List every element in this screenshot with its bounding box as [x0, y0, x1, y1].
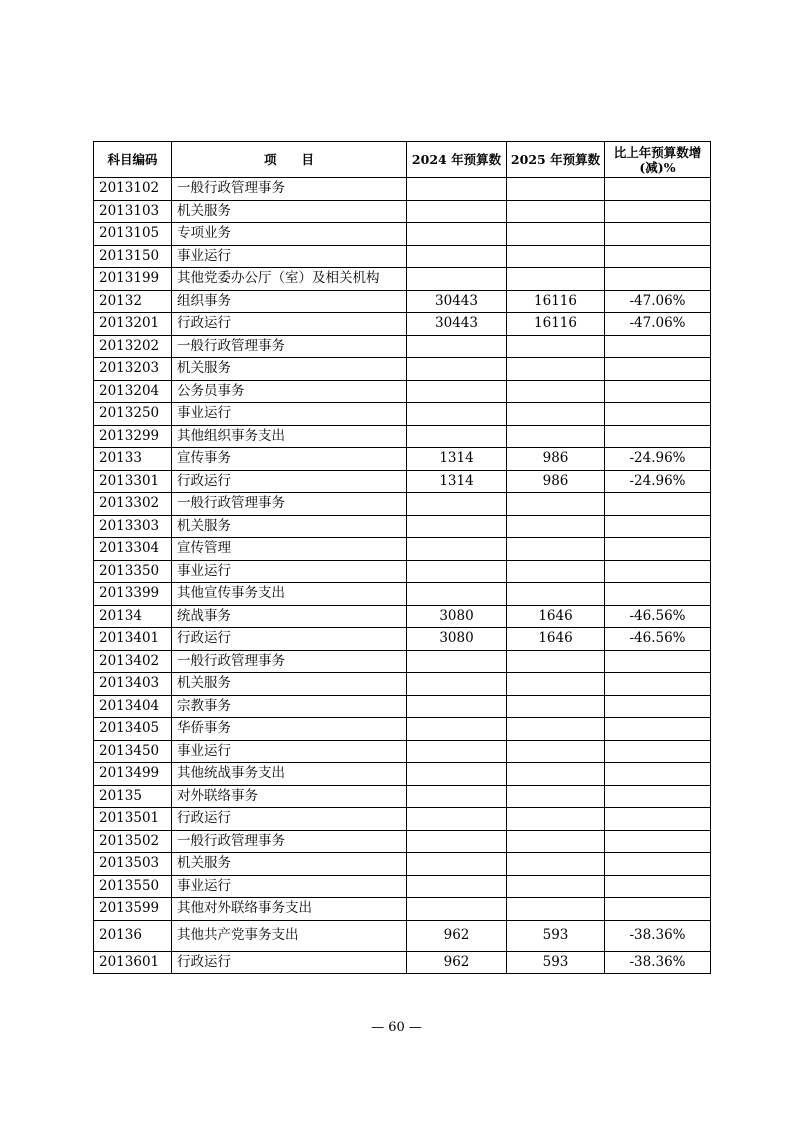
cell-budget-2024 [407, 335, 507, 358]
cell-budget-2024 [407, 740, 507, 763]
cell-code: 2013301 [94, 470, 172, 493]
cell-code: 2013450 [94, 740, 172, 763]
header-budget-2025: 2025 年预算数 [507, 142, 605, 178]
cell-change: -38.36% [605, 920, 711, 951]
header-code: 科目编码 [94, 142, 172, 178]
table-row [94, 470, 711, 493]
table-header-row [94, 142, 711, 178]
cell-budget-2024 [407, 560, 507, 583]
cell-budget-2025: 986 [507, 470, 605, 493]
cell-code: 2013503 [94, 853, 172, 876]
cell-item: 行政运行 [172, 628, 407, 651]
cell-budget-2025: 1646 [507, 605, 605, 628]
cell-item: 对外联络事务 [172, 785, 407, 808]
table-row [94, 763, 711, 786]
cell-budget-2024: 30443 [407, 313, 507, 336]
cell-code: 2013502 [94, 830, 172, 853]
cell-change [605, 808, 711, 831]
cell-budget-2024 [407, 650, 507, 673]
cell-item: 机关服务 [172, 853, 407, 876]
cell-budget-2025: 16116 [507, 313, 605, 336]
table-row [94, 178, 711, 201]
cell-budget-2025 [507, 515, 605, 538]
cell-budget-2024: 1314 [407, 448, 507, 471]
cell-code: 2013402 [94, 650, 172, 673]
cell-item: 行政运行 [172, 313, 407, 336]
cell-budget-2025: 593 [507, 920, 605, 951]
cell-item: 一般行政管理事务 [172, 178, 407, 201]
cell-item: 机关服务 [172, 200, 407, 223]
cell-code: 2013102 [94, 178, 172, 201]
cell-budget-2024 [407, 808, 507, 831]
cell-change [605, 763, 711, 786]
cell-change [605, 853, 711, 876]
cell-item: 一般行政管理事务 [172, 335, 407, 358]
cell-code: 20133 [94, 448, 172, 471]
cell-change [605, 695, 711, 718]
cell-code: 2013599 [94, 898, 172, 921]
table-row [94, 830, 711, 853]
cell-code: 2013204 [94, 380, 172, 403]
cell-code: 2013499 [94, 763, 172, 786]
cell-budget-2025 [507, 560, 605, 583]
table-row [94, 515, 711, 538]
table-row [94, 403, 711, 426]
cell-code: 2013403 [94, 673, 172, 696]
cell-budget-2025: 16116 [507, 290, 605, 313]
cell-budget-2024 [407, 515, 507, 538]
cell-item: 统战事务 [172, 605, 407, 628]
cell-budget-2024: 30443 [407, 290, 507, 313]
table-row [94, 583, 711, 606]
cell-item: 事业运行 [172, 740, 407, 763]
cell-budget-2024 [407, 380, 507, 403]
cell-code: 2013103 [94, 200, 172, 223]
cell-change [605, 268, 711, 291]
cell-change [605, 785, 711, 808]
cell-budget-2024: 3080 [407, 605, 507, 628]
cell-budget-2025 [507, 718, 605, 741]
cell-code: 2013201 [94, 313, 172, 336]
cell-budget-2025 [507, 740, 605, 763]
cell-change [605, 335, 711, 358]
cell-budget-2024: 3080 [407, 628, 507, 651]
cell-change [605, 583, 711, 606]
cell-item: 宗教事务 [172, 695, 407, 718]
cell-code: 20136 [94, 920, 172, 951]
cell-budget-2025 [507, 673, 605, 696]
cell-budget-2025 [507, 200, 605, 223]
cell-item: 专项业务 [172, 223, 407, 246]
cell-change: -47.06% [605, 290, 711, 313]
table-row [94, 951, 711, 974]
cell-budget-2025 [507, 403, 605, 426]
table-row [94, 223, 711, 246]
cell-budget-2024 [407, 898, 507, 921]
cell-item: 一般行政管理事务 [172, 830, 407, 853]
cell-budget-2025 [507, 425, 605, 448]
cell-item: 行政运行 [172, 470, 407, 493]
cell-item: 其他宣传事务支出 [172, 583, 407, 606]
cell-change [605, 493, 711, 516]
table-row [94, 853, 711, 876]
table-row [94, 245, 711, 268]
cell-budget-2025 [507, 493, 605, 516]
cell-budget-2025 [507, 853, 605, 876]
table-row [94, 560, 711, 583]
cell-item: 行政运行 [172, 808, 407, 831]
cell-item: 其他党委办公厅（室）及相关机构 [172, 268, 407, 291]
cell-change: -46.56% [605, 628, 711, 651]
cell-budget-2024 [407, 403, 507, 426]
cell-code: 2013401 [94, 628, 172, 651]
cell-budget-2024 [407, 178, 507, 201]
cell-code: 2013105 [94, 223, 172, 246]
table-row [94, 718, 711, 741]
cell-item: 华侨事务 [172, 718, 407, 741]
cell-budget-2025 [507, 583, 605, 606]
cell-budget-2024 [407, 695, 507, 718]
cell-change [605, 178, 711, 201]
cell-change [605, 673, 711, 696]
cell-code: 2013304 [94, 538, 172, 561]
cell-code: 20134 [94, 605, 172, 628]
cell-change [605, 830, 711, 853]
table-row [94, 425, 711, 448]
table-row [94, 740, 711, 763]
cell-budget-2024: 962 [407, 920, 507, 951]
cell-change [605, 223, 711, 246]
cell-item: 机关服务 [172, 358, 407, 381]
table-row [94, 358, 711, 381]
table-row [94, 493, 711, 516]
cell-change [605, 358, 711, 381]
cell-budget-2025 [507, 223, 605, 246]
cell-code: 2013399 [94, 583, 172, 606]
cell-change: -24.96% [605, 470, 711, 493]
cell-item: 其他共产党事务支出 [172, 920, 407, 951]
cell-change [605, 403, 711, 426]
cell-budget-2025 [507, 785, 605, 808]
table-body [94, 178, 711, 974]
header-change: 比上年预算数增 (减)% [605, 142, 711, 178]
cell-budget-2025 [507, 808, 605, 831]
cell-change: -47.06% [605, 313, 711, 336]
table-row [94, 380, 711, 403]
cell-budget-2024 [407, 673, 507, 696]
table-row [94, 898, 711, 921]
cell-budget-2025 [507, 380, 605, 403]
cell-change [605, 380, 711, 403]
table-row [94, 628, 711, 651]
cell-code: 2013202 [94, 335, 172, 358]
table-row [94, 313, 711, 336]
cell-budget-2024 [407, 223, 507, 246]
cell-budget-2024 [407, 425, 507, 448]
cell-code: 2013501 [94, 808, 172, 831]
cell-budget-2024: 962 [407, 951, 507, 974]
header-budget-2024: 2024 年预算数 [407, 142, 507, 178]
cell-item: 其他组织事务支出 [172, 425, 407, 448]
table-row [94, 538, 711, 561]
cell-budget-2024 [407, 718, 507, 741]
cell-budget-2024 [407, 268, 507, 291]
cell-change [605, 538, 711, 561]
cell-change: -24.96% [605, 448, 711, 471]
cell-item: 一般行政管理事务 [172, 650, 407, 673]
cell-item: 公务员事务 [172, 380, 407, 403]
table-row [94, 448, 711, 471]
cell-code: 2013302 [94, 493, 172, 516]
table-row [94, 673, 711, 696]
cell-change [605, 425, 711, 448]
cell-code: 2013199 [94, 268, 172, 291]
cell-item: 事业运行 [172, 245, 407, 268]
cell-budget-2024 [407, 200, 507, 223]
cell-code: 2013350 [94, 560, 172, 583]
cell-change [605, 560, 711, 583]
cell-budget-2024 [407, 785, 507, 808]
cell-change [605, 245, 711, 268]
cell-item: 一般行政管理事务 [172, 493, 407, 516]
cell-item: 事业运行 [172, 560, 407, 583]
table-row [94, 808, 711, 831]
cell-budget-2024 [407, 583, 507, 606]
cell-item: 行政运行 [172, 951, 407, 974]
cell-budget-2025 [507, 830, 605, 853]
cell-budget-2024 [407, 493, 507, 516]
cell-change [605, 650, 711, 673]
cell-budget-2025 [507, 268, 605, 291]
cell-change: -38.36% [605, 951, 711, 974]
cell-budget-2025: 593 [507, 951, 605, 974]
table-row [94, 200, 711, 223]
cell-code: 20132 [94, 290, 172, 313]
cell-budget-2025 [507, 695, 605, 718]
table-row [94, 875, 711, 898]
cell-budget-2024 [407, 763, 507, 786]
cell-code: 2013299 [94, 425, 172, 448]
cell-item: 宣传事务 [172, 448, 407, 471]
cell-budget-2024 [407, 830, 507, 853]
cell-change: -46.56% [605, 605, 711, 628]
cell-change [605, 515, 711, 538]
cell-item: 组织事务 [172, 290, 407, 313]
table-row [94, 290, 711, 313]
cell-change [605, 898, 711, 921]
cell-budget-2025 [507, 245, 605, 268]
cell-budget-2025 [507, 538, 605, 561]
cell-item: 宣传管理 [172, 538, 407, 561]
cell-budget-2024 [407, 853, 507, 876]
cell-item: 机关服务 [172, 515, 407, 538]
cell-item: 事业运行 [172, 875, 407, 898]
cell-budget-2025: 986 [507, 448, 605, 471]
cell-budget-2024: 1314 [407, 470, 507, 493]
cell-code: 2013405 [94, 718, 172, 741]
table-row [94, 605, 711, 628]
cell-code: 2013303 [94, 515, 172, 538]
cell-budget-2024 [407, 538, 507, 561]
cell-item: 其他统战事务支出 [172, 763, 407, 786]
cell-budget-2024 [407, 358, 507, 381]
cell-code: 2013150 [94, 245, 172, 268]
table-row [94, 785, 711, 808]
cell-code: 2013250 [94, 403, 172, 426]
cell-change [605, 200, 711, 223]
cell-budget-2025 [507, 650, 605, 673]
cell-budget-2025 [507, 763, 605, 786]
cell-budget-2025 [507, 898, 605, 921]
cell-budget-2025 [507, 358, 605, 381]
cell-budget-2025 [507, 335, 605, 358]
table-row [94, 268, 711, 291]
table-row [94, 650, 711, 673]
table-row [94, 695, 711, 718]
cell-budget-2024 [407, 875, 507, 898]
header-item: 项 目 [172, 142, 407, 178]
cell-budget-2024 [407, 245, 507, 268]
cell-code: 2013404 [94, 695, 172, 718]
cell-code: 2013550 [94, 875, 172, 898]
cell-change [605, 875, 711, 898]
cell-change [605, 718, 711, 741]
cell-item: 机关服务 [172, 673, 407, 696]
budget-table [93, 141, 711, 974]
table-row [94, 920, 711, 951]
cell-code: 2013203 [94, 358, 172, 381]
cell-budget-2025 [507, 875, 605, 898]
cell-code: 20135 [94, 785, 172, 808]
cell-item: 其他对外联络事务支出 [172, 898, 407, 921]
cell-item: 事业运行 [172, 403, 407, 426]
cell-budget-2025 [507, 178, 605, 201]
cell-code: 2013601 [94, 951, 172, 974]
page-number: — 60 — [371, 1020, 422, 1035]
cell-change [605, 740, 711, 763]
cell-budget-2025: 1646 [507, 628, 605, 651]
table-row [94, 335, 711, 358]
